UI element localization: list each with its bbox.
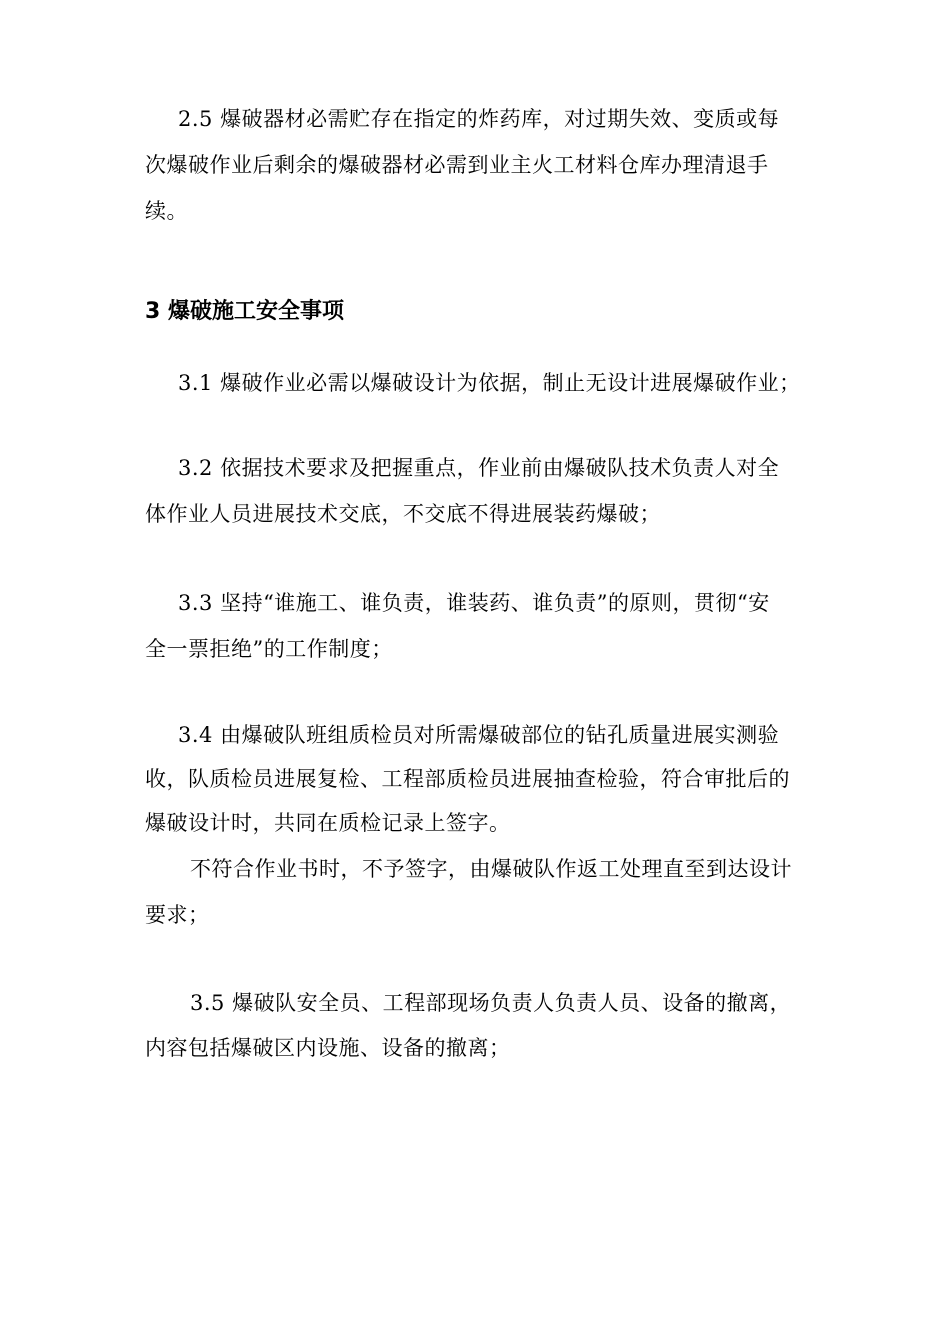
item-3-2-line-2: 体作业人员进展技术交底，不交底不得进展装药爆破；	[145, 502, 661, 526]
item-3-4b-line-2: 要求；	[145, 903, 210, 927]
section-heading: 3 爆破施工安全事项	[145, 299, 344, 324]
paragraph-2-5-line-1: 2.5 爆破器材必需贮存在指定的炸药库，对过期失效、变质或每	[178, 107, 780, 131]
item-3-4-line-1: 3.4 由爆破队班组质检员对所需爆破部位的钻孔质量进展实测验	[178, 723, 780, 747]
item-3-4b-line-1: 不符合作业书时，不予签字，由爆破队作返工处理直至到达设计	[190, 857, 792, 881]
paragraph-2-5-line-2: 次爆破作业后剩余的爆破器材必需到业主火工材料仓库办理清退手	[145, 153, 769, 177]
paragraph-2-5-line-3: 续。	[145, 199, 188, 223]
item-3-5-line-2: 内容包括爆破区内设施、设备的撤离；	[145, 1036, 511, 1060]
item-3-4-line-2: 收，队质检员进展复检、工程部质检员进展抽查检验，符合审批后的	[145, 767, 790, 791]
item-3-4-line-3: 爆破设计时，共同在质检记录上签字。	[145, 811, 511, 835]
item-3-1-line-1: 3.1 爆破作业必需以爆破设计为依据，制止无设计进展爆破作业；	[178, 371, 801, 395]
item-3-2-line-1: 3.2 依据技术要求及把握重点，作业前由爆破队技术负责人对全	[178, 456, 780, 480]
item-3-3-line-2: 全一票拒绝”的工作制度；	[145, 637, 393, 661]
item-3-3-line-1: 3.3 坚持“谁施工、谁负责，谁装药、谁负责”的原则，贯彻“安	[178, 591, 770, 615]
item-3-5-line-1: 3.5 爆破队安全员、工程部现场负责人负责人员、设备的撤离，	[190, 991, 792, 1015]
